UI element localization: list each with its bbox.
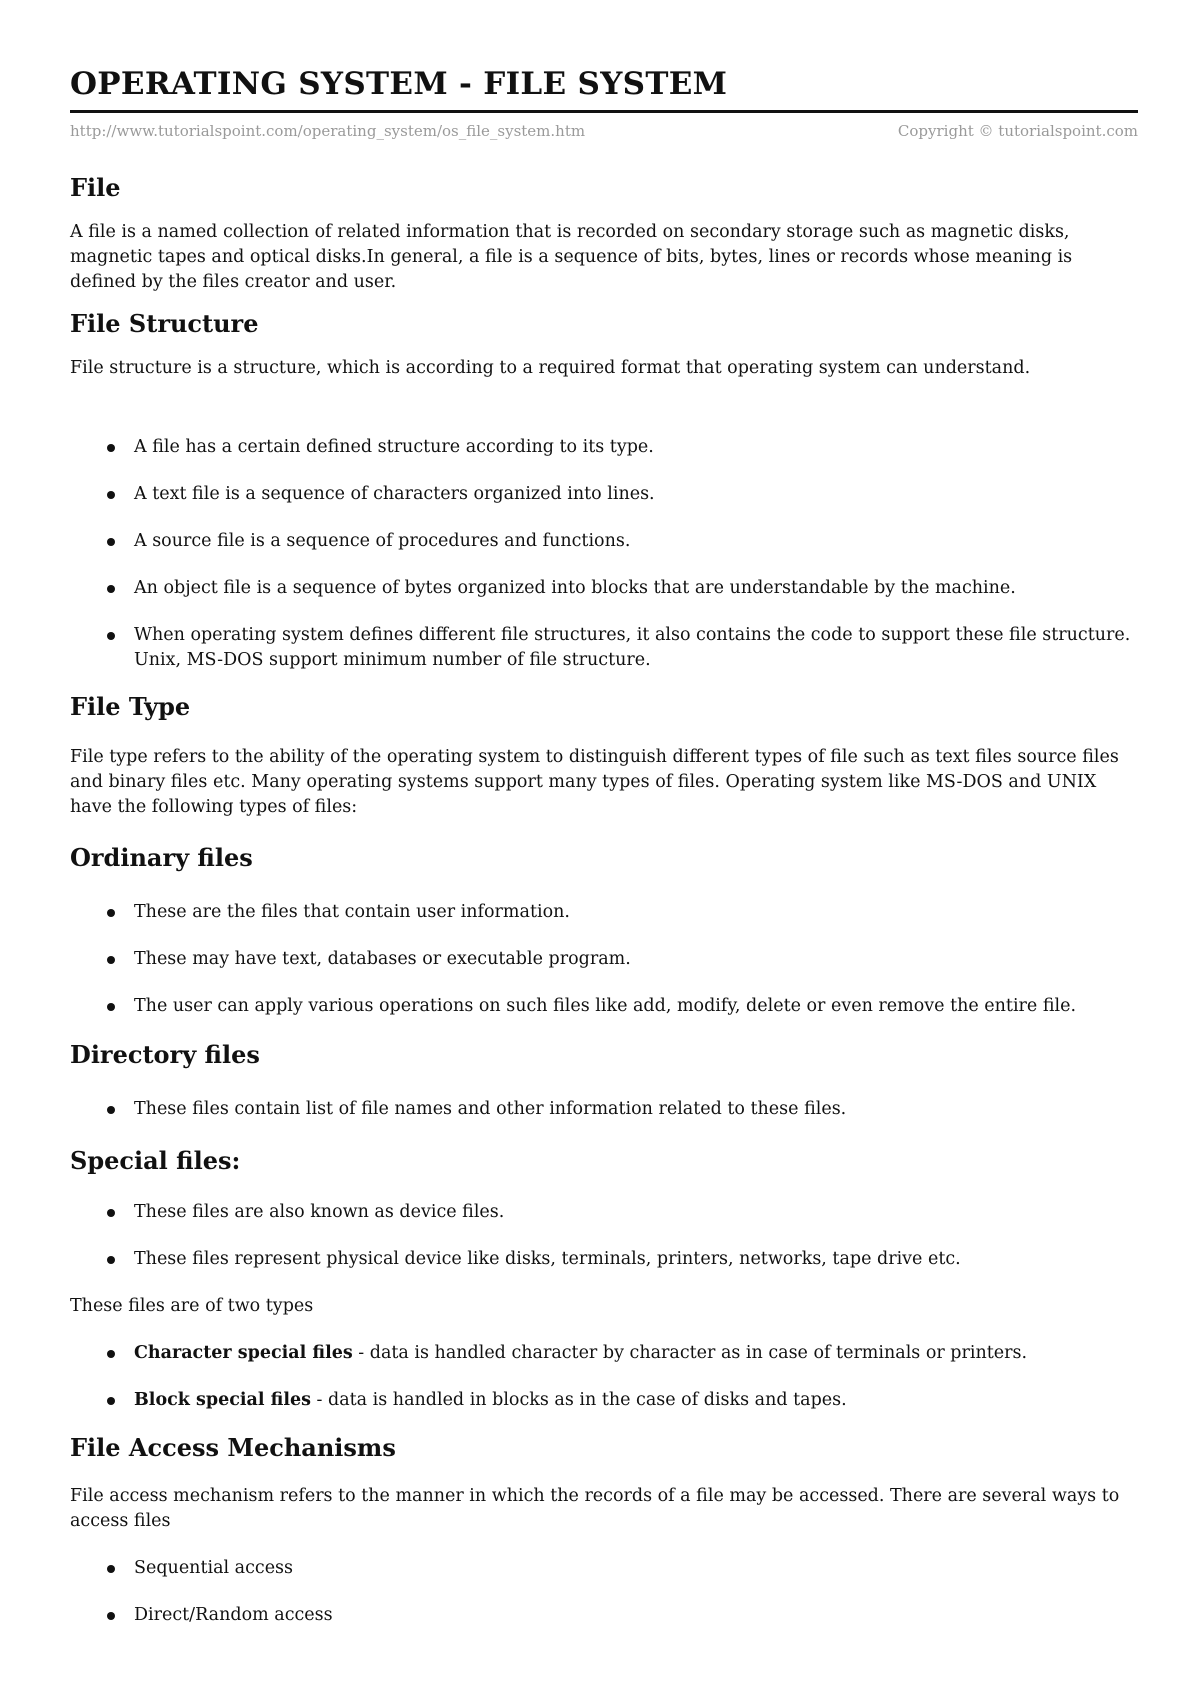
source-url: http://www.tutorialspoint.com/operating_system/os_file_system.htm	[70, 122, 586, 140]
paragraph-file: A file is a named collection of related information that is recorded on secondary storage such as magnetic disks, magnetic tapes and optical disks.In general, a file is a sequence of bits, bytes, lines or records whose meaning is defined by the files creator and user.	[70, 222, 1073, 292]
bullet-icon	[107, 1397, 115, 1405]
bullet-icon	[107, 1209, 115, 1217]
term-block-special: Block special files	[134, 1390, 311, 1410]
bullet-icon	[107, 491, 115, 499]
list-item-text: The user can apply various operations on such files like add, modify, delete or even remove the entire file.	[134, 996, 1077, 1016]
paragraph-file-structure: File structure is a structure, which is according to a required format that operating system can understand.	[70, 358, 1031, 378]
list-item-text: A source file is a sequence of procedures and functions.	[134, 531, 631, 551]
list-item	[107, 1247, 1138, 1272]
bullet-icon	[107, 1106, 115, 1114]
bullet-icon	[107, 444, 115, 452]
list-item	[107, 482, 1138, 507]
term-description: - data is handled in blocks as in the case of disks and tapes.	[310, 1390, 847, 1410]
heading-directory-files: Directory files	[70, 1040, 260, 1069]
list-item-text: Sequential access	[134, 1558, 294, 1578]
list-item	[107, 576, 1138, 601]
list-item	[107, 1556, 1138, 1581]
heading-file: File	[70, 173, 121, 202]
bullet-icon	[107, 1612, 115, 1620]
list-item	[107, 994, 1138, 1019]
list-item	[107, 529, 1138, 554]
list-item	[107, 1200, 1138, 1225]
list-item	[107, 435, 1138, 460]
heading-file-type: File Type	[70, 692, 191, 721]
list-item	[107, 900, 1138, 925]
paragraph-special-types: These files are of two types	[70, 1296, 314, 1316]
list-item-text	[134, 1341, 1138, 1366]
list-item-text: Direct/Random access	[134, 1605, 333, 1625]
list-item	[107, 947, 1138, 972]
heading-special-files: Special files:	[70, 1146, 241, 1175]
list-item	[107, 1603, 1138, 1628]
bullet-icon	[107, 1350, 115, 1358]
bullet-icon	[107, 909, 115, 917]
list-item-text: These are the files that contain user information.	[134, 902, 570, 922]
paragraph-file-access: File access mechanism refers to the manner in which the records of a file may be accessed. There are several ways to access files	[70, 1486, 1120, 1531]
list-item-text: A file has a certain defined structure according to its type.	[134, 437, 654, 457]
list-item-text: These may have text, databases or executable program.	[134, 949, 631, 969]
bullet-icon	[107, 956, 115, 964]
list-item	[107, 1097, 1138, 1122]
list-item-text: These files are also known as device files.	[134, 1202, 505, 1222]
paragraph-file-type: File type refers to the ability of the operating system to distinguish different types of file such as text files source files and binary files etc. Many operating systems support many types of files. Operating system like MS-DOS and UNIX have the following types of files:	[70, 747, 1119, 817]
bullet-icon	[107, 538, 115, 546]
heading-ordinary-files: Ordinary files	[70, 843, 253, 872]
bullet-icon	[107, 1256, 115, 1264]
heading-file-structure: File Structure	[70, 309, 259, 338]
term-character-special: Character special files	[134, 1343, 353, 1363]
title-divider	[70, 110, 1138, 113]
list-item-text: A text file is a sequence of characters organized into lines.	[134, 484, 655, 504]
copyright-notice: Copyright © tutorialspoint.com	[897, 122, 1138, 140]
list-item-text: An object file is a sequence of bytes organized into blocks that are understandable by the machine.	[134, 578, 1016, 598]
list-item	[107, 1341, 1138, 1366]
list-item	[107, 623, 1138, 673]
list-item-text: These files contain list of file names and other information related to these files.	[134, 1099, 847, 1119]
list-item-text	[134, 1388, 1138, 1413]
bullet-icon	[107, 1003, 115, 1011]
bullet-icon	[107, 1565, 115, 1573]
list-item-text: When operating system defines different file structures, it also contains the code to support these file structure. Unix, MS-DOS support minimum number of file structure.	[134, 625, 1131, 670]
document-title: OPERATING SYSTEM - FILE SYSTEM	[70, 66, 728, 102]
term-description: - data is handled character by character as in case of terminals or printers.	[352, 1343, 1028, 1363]
bullet-icon	[107, 585, 115, 593]
list-item	[107, 1388, 1138, 1413]
heading-file-access: File Access Mechanisms	[70, 1433, 396, 1462]
list-item-text: These files represent physical device like disks, terminals, printers, networks, tape drive etc.	[134, 1249, 961, 1269]
bullet-icon	[107, 632, 115, 640]
